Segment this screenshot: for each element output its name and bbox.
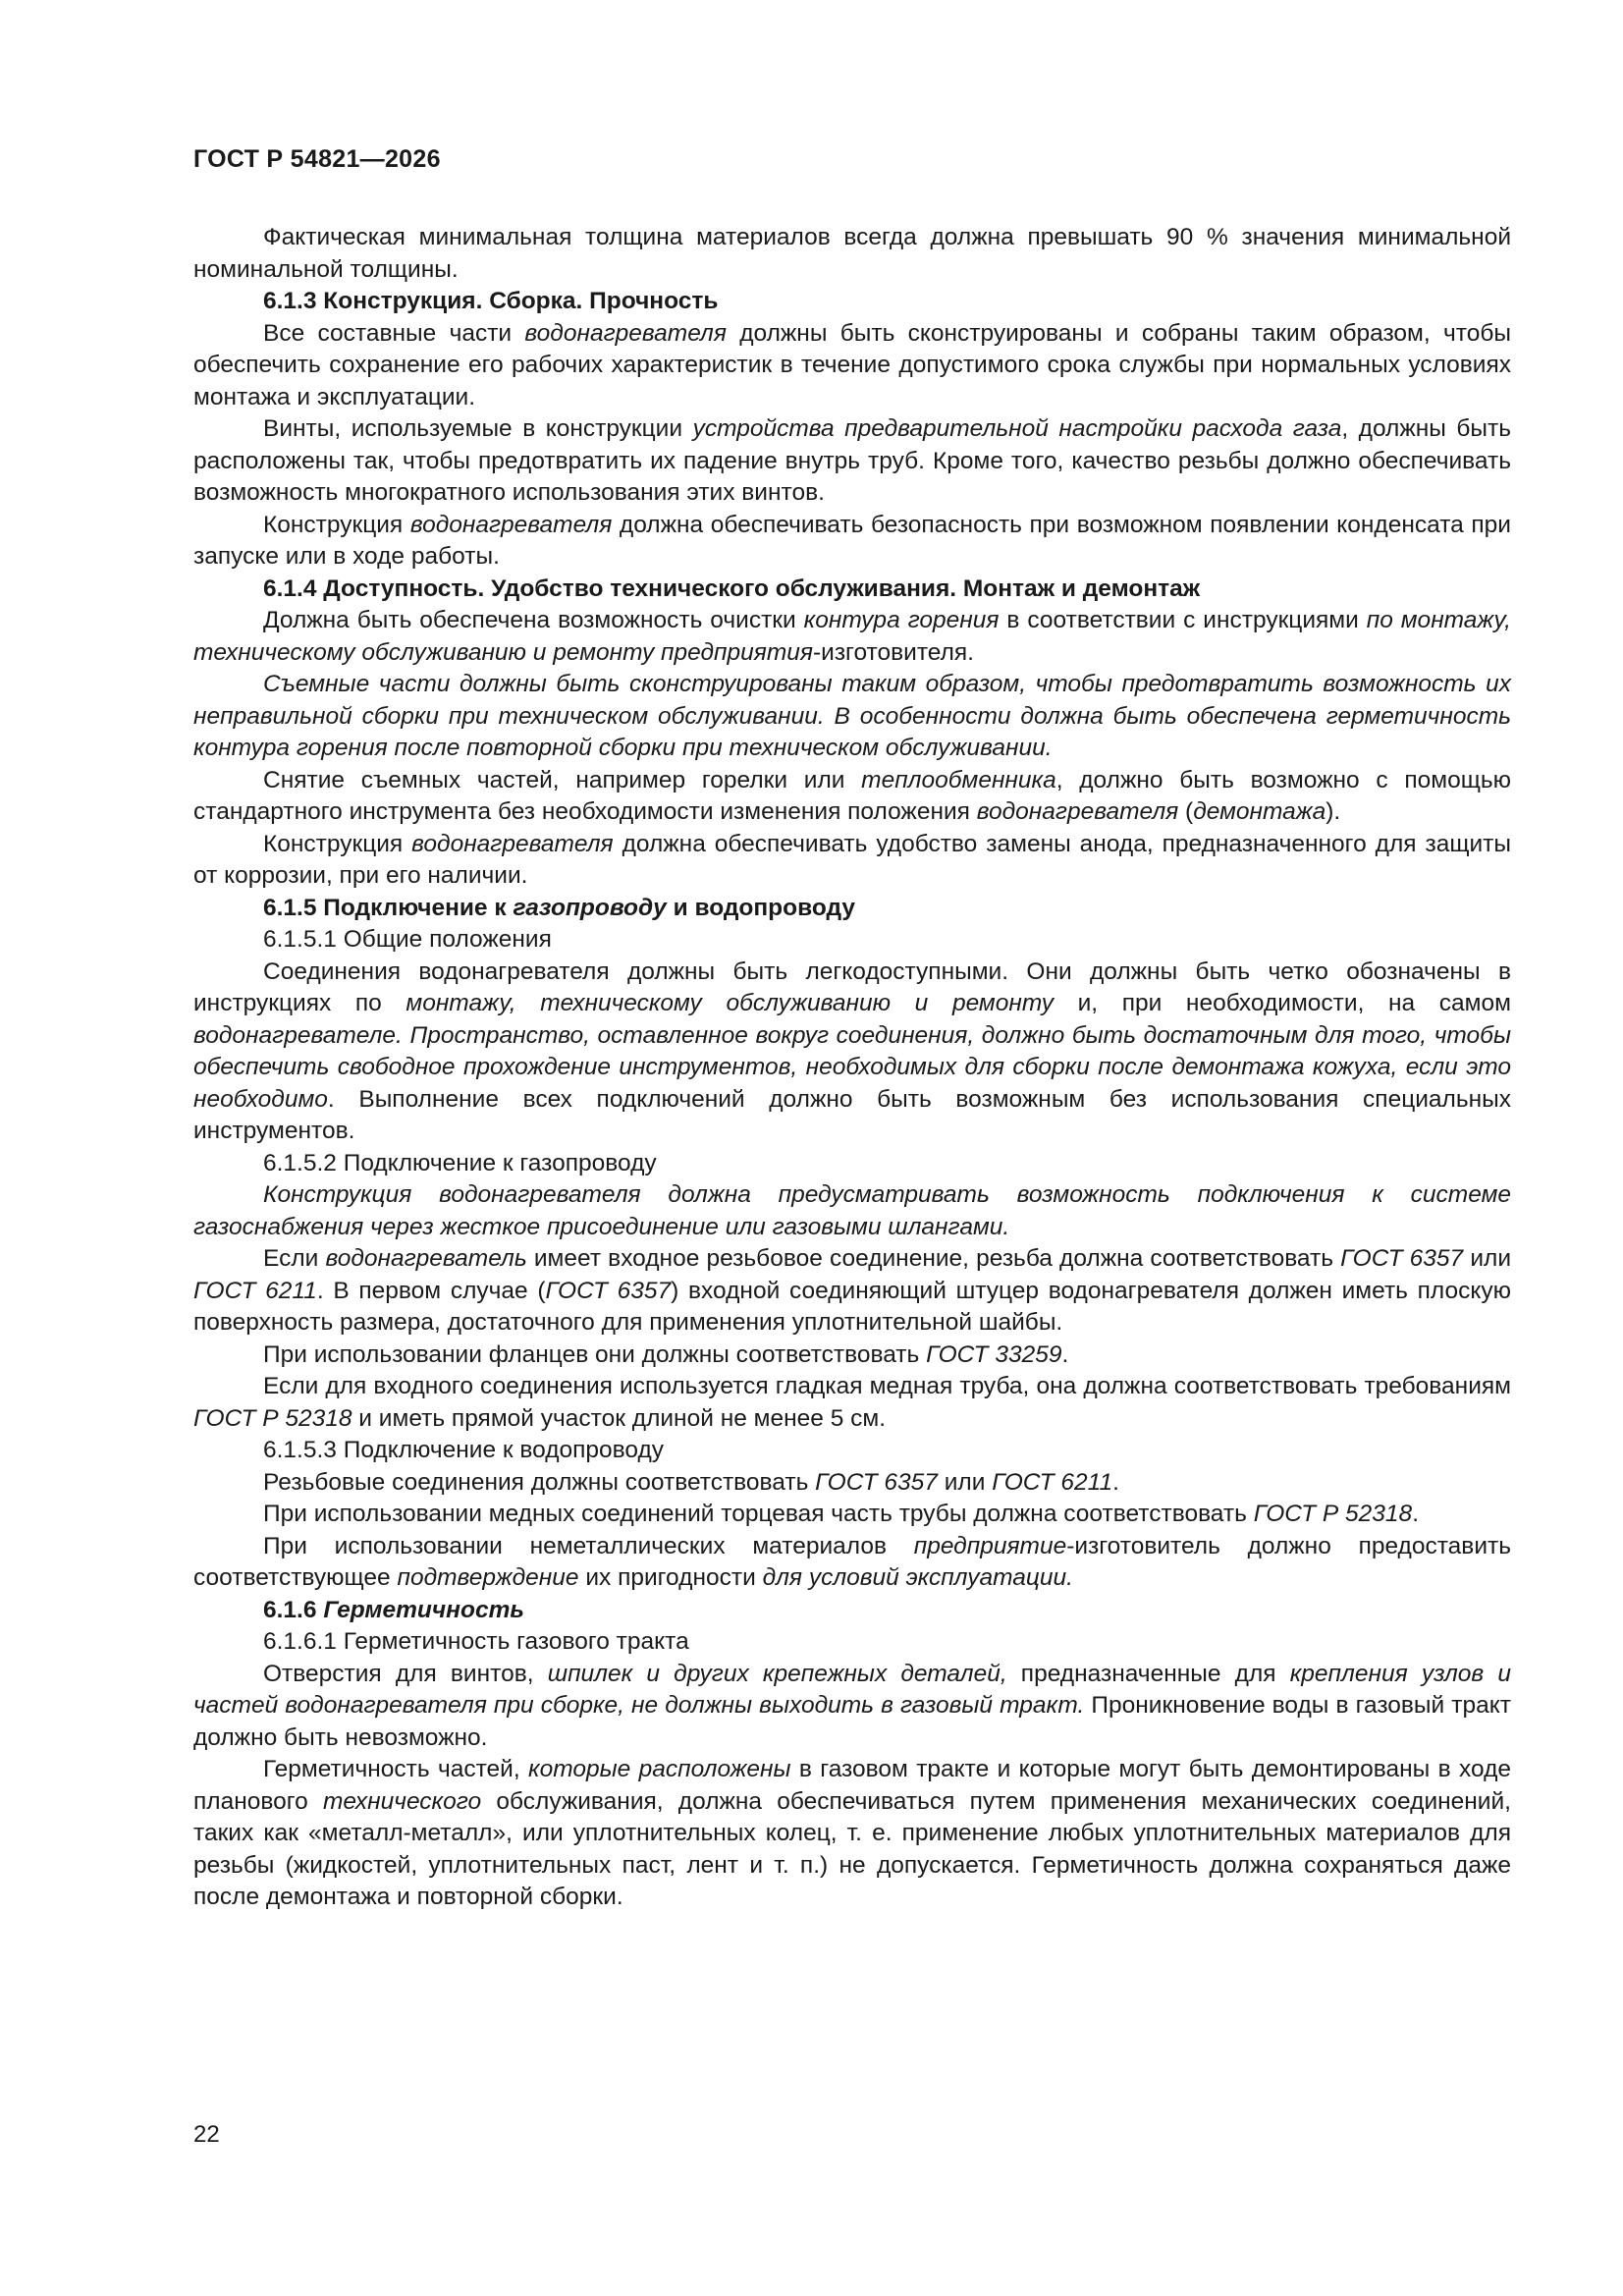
text-run: 6.1.5.2 Подключение к газопроводу <box>263 1149 657 1176</box>
text-run: в соответствии с инструкциями <box>999 607 1367 633</box>
italic-term: теплообменника <box>861 766 1056 793</box>
text-run: Если для входного соединения используется гладкая медная труба, она должна соответствовать требованиям <box>263 1373 1511 1399</box>
text-run: ) входной соединяющий штуцер водонагревателя должен иметь плоскую поверхность размера, достаточного для применения уплотнительной шайбы. <box>193 1277 1511 1336</box>
text-run: ( <box>1178 798 1194 825</box>
text-run: Фактическая минимальная толщина материалов всегда должна превышать 90 % значения минимальной номинальной толщины. <box>193 224 1511 283</box>
italic-term: контура горения <box>803 607 1000 633</box>
section-heading <box>193 1595 1511 1627</box>
subsection-heading <box>193 1435 1511 1467</box>
text-run: Должна быть обеспечена возможность очистки <box>263 607 804 633</box>
text-run: Винты, используемые в конструкции <box>263 415 693 442</box>
text-run: Резьбовые соединения должны соответствовать <box>263 1468 816 1496</box>
paragraph <box>193 1243 1511 1339</box>
text-run: 6.1.3 Конструкция. Сборка. Прочность <box>263 288 719 314</box>
paragraph <box>193 1179 1511 1243</box>
paragraph <box>193 1754 1511 1914</box>
paragraph <box>193 222 1511 286</box>
paragraph <box>193 1531 1511 1595</box>
text-run: При использовании медных соединений торцевая часть трубы должна соответствовать <box>263 1501 1254 1527</box>
italic-term: подтверждение <box>397 1564 579 1591</box>
italic-term: шпилек и других крепежных деталей, <box>547 1660 1007 1687</box>
text-run: Все составные части <box>263 319 525 347</box>
italic-term: демонтажа <box>1193 798 1326 825</box>
italic-term: монтажу, техническому обслуживанию и ремонту <box>406 990 1054 1016</box>
text-run: в газовом тракте и которые могут быть демонтированы в ходе планового <box>193 1756 1511 1815</box>
text-run: должна обеспечивать удобство замены анода, предназначенного для защиты от коррозии, при его наличии. <box>193 830 1511 889</box>
paragraph <box>193 829 1511 893</box>
text-run: 6.1.6.1 Герметичность газового тракта <box>263 1628 689 1655</box>
italic-term: Герметичность <box>323 1596 524 1623</box>
section-heading <box>193 286 1511 318</box>
italic-term: Съемные части должны быть сконструированы таким образом, чтобы предотвратить возможность их неправильной сборки при техническом обслуживании. В особенности должна быть обеспечена герметичность контура горения после повторной сборки при техническом обслуживании. <box>193 671 1511 761</box>
paragraph <box>193 510 1511 574</box>
text-run: Конструкция <box>263 511 410 538</box>
text-run: . <box>1061 1340 1069 1368</box>
paragraph <box>193 413 1511 510</box>
text-run: или <box>1463 1245 1511 1272</box>
text-run: , должно быть возможно с помощью стандартного инструмента без необходимости изменения положения <box>193 766 1511 825</box>
text-run: или <box>937 1468 993 1496</box>
text-run: . <box>1112 1468 1119 1496</box>
text-run: 6.1.5.3 Подключение к водопроводу <box>263 1437 665 1463</box>
subsection-heading <box>193 924 1511 957</box>
section-heading <box>193 893 1511 925</box>
text-run: . В первом случае ( <box>316 1277 546 1304</box>
paragraph <box>193 1371 1511 1435</box>
italic-term: ГОСТ 6357 <box>1340 1245 1464 1272</box>
text-run: . <box>1412 1501 1419 1527</box>
paragraph <box>193 669 1511 765</box>
text-run: Снятие съемных частей, например горелки или <box>263 766 862 793</box>
italic-term: водонагревателя <box>411 830 614 857</box>
text-run: Если <box>263 1245 326 1272</box>
paragraph <box>193 1339 1511 1372</box>
text-run: 6.1.5 Подключение к <box>263 894 514 921</box>
italic-term: ГОСТ 6211 <box>992 1468 1113 1496</box>
text-run: Соединения водонагревателя должны быть легкодоступными. Они должны быть четко обозначены в инструкциях по <box>193 957 1511 1016</box>
italic-term: ГОСТ Р 52318 <box>193 1404 352 1432</box>
paragraph <box>193 765 1511 829</box>
text-run: Конструкция <box>263 830 412 857</box>
text-run: -изготовитель должно предоставить соответствующее <box>193 1532 1511 1591</box>
italic-term: водонагревателе. Пространство, оставленное вокруг соединения, должно быть достаточным для того, чтобы обеспечить свободное прохождение инструментов, необходимых для сборки после демонтажа кожуха, если это необходимо <box>193 1021 1511 1113</box>
text-run: их пригодности <box>578 1564 763 1591</box>
text-run: предназначенные для <box>1006 1660 1290 1687</box>
text-run: ). <box>1325 798 1341 825</box>
italic-term: для условий эксплуатации. <box>762 1564 1073 1591</box>
subsection-heading <box>193 1148 1511 1180</box>
text-run: имеет входное резьбовое соединение, резьба должна соответствовать <box>526 1245 1341 1272</box>
italic-term: технического <box>322 1787 482 1815</box>
italic-term: по монтажу, техническому обслуживанию и ремонту предприятия <box>193 607 1511 666</box>
italic-term: ГОСТ 33259 <box>926 1340 1062 1368</box>
text-run: Отверстия для винтов, <box>263 1660 548 1687</box>
text-run: должны быть сконструированы и собраны таким образом, чтобы обеспечить сохранение его рабочих характеристик в течение допустимого срока службы при нормальных условиях монтажа и эксплуатации. <box>193 319 1511 410</box>
italic-term: устройства предварительной настройки расхода газа <box>692 415 1342 442</box>
italic-term: ГОСТ Р 52318 <box>1253 1501 1413 1527</box>
italic-term: водонагреватель <box>325 1245 527 1272</box>
text-run: должна обеспечивать безопасность при возможном появлении конденсата при запуске или в ходе работы. <box>193 511 1511 570</box>
text-run: При использовании неметаллических материалов <box>263 1532 914 1559</box>
italic-term: ГОСТ 6357 <box>545 1277 672 1304</box>
paragraph <box>193 318 1511 414</box>
text-run: -изготовителя. <box>812 638 974 666</box>
section-heading <box>193 574 1511 606</box>
text-run: Проникновение воды в газовый тракт должно быть невозможно. <box>193 1692 1511 1751</box>
standard-header: ГОСТ Р 54821—2026 <box>193 145 441 173</box>
paragraph <box>193 1659 1511 1755</box>
paragraph <box>193 1467 1511 1500</box>
italic-term: предприятие <box>913 1532 1067 1559</box>
body-text <box>193 222 1511 1914</box>
text-run: Герметичность частей, <box>263 1756 529 1782</box>
italic-term: крепления узлов и частей водонагревателя при сборке, не должны выходить в газовый тракт. <box>193 1660 1511 1719</box>
paragraph <box>193 957 1511 1148</box>
italic-term: газопроводу <box>513 894 667 921</box>
text-run: , должны быть расположены так, чтобы предотвратить их падение внутрь труб. Кроме того, качество резьбы должно обеспечивать возможность многократного использования этих винтов. <box>193 415 1511 506</box>
italic-term: ГОСТ 6211 <box>193 1277 317 1304</box>
text-run: и водопроводу <box>666 894 855 921</box>
italic-term: водонагревателя <box>976 798 1179 825</box>
italic-term: которые расположены <box>528 1756 791 1782</box>
italic-term: водонагревателя <box>409 511 613 538</box>
text-run: и, при необходимости, на самом <box>1053 990 1511 1016</box>
text-run: обслуживания, должна обеспечиваться путем применения механических соединений, таких как «металл-металл», или уплотнительных колец, т. е. применение любых уплотнительных материалов для резьбы (жидкостей, уплотнительных паст, лент и т. п.) не допускается. Герметичность должна сохраняться даже после демонтажа и повторной сборки. <box>193 1787 1511 1910</box>
text-run: 6.1.4 Доступность. Удобство технического обслуживания. Монтаж и демонтаж <box>263 574 1201 602</box>
text-run: 6.1.5.1 Общие положения <box>263 926 552 953</box>
text-run: 6.1.6 <box>263 1596 324 1623</box>
italic-term: Конструкция водонагревателя должна предусматривать возможность подключения к системе газоснабжения через жесткое присоединение или газовыми шлангами. <box>193 1181 1511 1240</box>
subsection-heading <box>193 1626 1511 1659</box>
italic-term: водонагревателя <box>524 319 727 347</box>
text-run: и иметь прямой участок длиной не менее 5 см. <box>352 1404 887 1432</box>
text-run: При использовании фланцев они должны соответствовать <box>263 1340 927 1368</box>
text-run: . Выполнение всех подключений должно быть возможным без использования специальных инструментов. <box>193 1085 1511 1144</box>
italic-term: ГОСТ 6357 <box>815 1468 938 1496</box>
paragraph <box>193 605 1511 669</box>
paragraph <box>193 1499 1511 1531</box>
page-number: 22 <box>193 2121 220 2148</box>
